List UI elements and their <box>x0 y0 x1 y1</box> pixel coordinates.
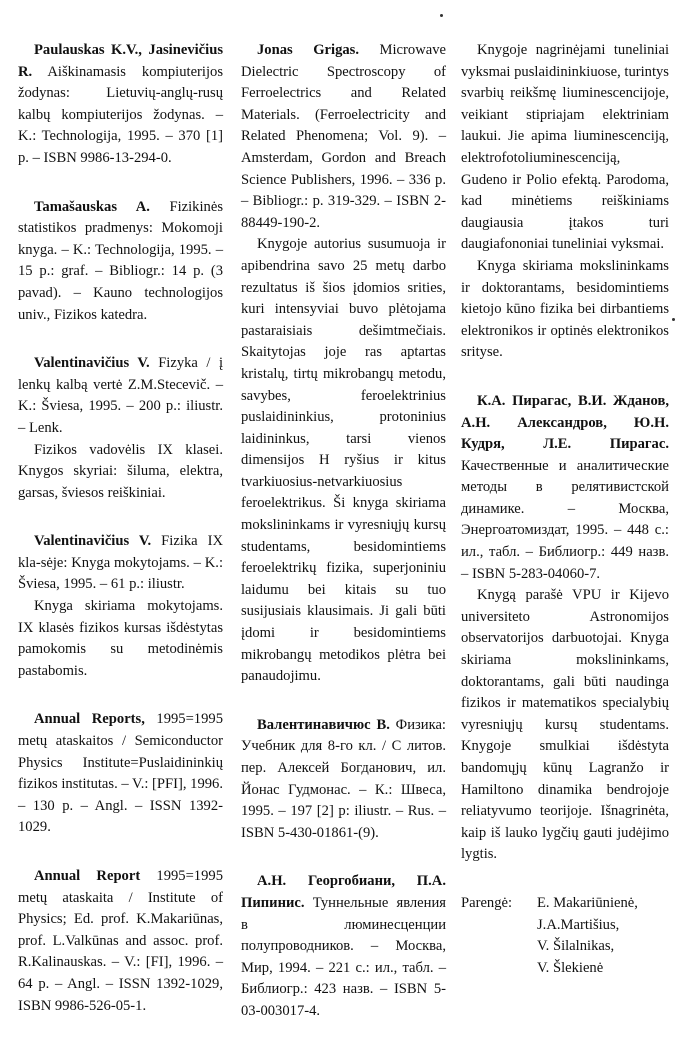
entry-text: Туннельные явления в люминесценции полупроводников. – Москва, Мир, 1994. – 221 с.: ил., табл. – Библиогр.: 423 назв. – ISBN 5-03-003017-4. <box>241 894 446 1019</box>
entry-text: Физика: Учебник для 8-го кл. / С литов. пер. Алексей Богданович, ил. Йонас Гудмонас. – К.: Швеса, 1995. – 197 [2] р: iliustr. – Rus. – ISBN 5-430-01861-(9). <box>241 716 446 841</box>
prepared-label: Parengė: <box>461 894 513 911</box>
bibliography-entry <box>18 353 223 504</box>
entry-text: Fizyka / į lenkų kalbą vertė Z.M.Stecevič. – K.: Šviesa, 1995. – 200 p.: iliustr. – Lenk. <box>18 355 223 436</box>
bibliography-entry <box>18 197 223 327</box>
entry-text: 1995=1995 metų ataskaitos / Semiconductor Physics Institute=Puslaidininkių fizikos institutas. – V.: [PFI], 1996. – 130 p. – Angl. – ISSN 1392-1029. <box>18 711 224 836</box>
entry-text: Fizikinės statistikos pradmenys: Mokomoji knyga. – K.: Technologija, 1995. – 15 p.: graf. – Bibliogr.: 14 p. (3 pavad). – Kauno technologijos univ., Fizikos katedra. <box>18 198 223 323</box>
entry-text: Fizika IX kla-sėje: Knyga mokytojams. – K.: Šviesa, 1995. – 61 p.: iliustr. <box>18 533 224 593</box>
bibliography-entry <box>241 715 446 845</box>
entry-author: Paulauskas K.V., Jasinevičius R. <box>18 42 223 80</box>
prepared-by <box>461 893 669 979</box>
entry-note: Knygoje autorius susumuoja ir apibendrina savo 25 metų darbo rezultatus iš šios įdomios srities, kuri intensyviai buvo plėtojama pastaraisiais dešimtmečiais. Skaitytojas joje ras aptartas kristalų, tirtų mikrobangų metodu, savybes, feroelektrinius puslaidininkius, protoninius laidininkus, tarsi vienos dimensijos H ryšius ir kitus tvarkiuosius-netvarkiuosius feroelektrikus. Ši knyga skiriama mokslininkams ir vyresniųjų kursų studentams, besidomintiems feroelektrikų fizika, superjoniniu laidumu bei kitais su tuo susijusiais klausimais. Ji gali būti įdomi ir besidomintiems mikrobangų metodikos plėtra bei panaudojimu. <box>241 236 446 685</box>
bibliography-entry <box>461 391 669 866</box>
continuation-note: Knyga skiriama mokslininkams ir doktorantams, besidomintiems kietojo kūno fizika bei dirbantiems elektronikos ir optinės elektronikos srityse. <box>461 257 669 361</box>
entry-author: Valentinavičius V. <box>34 355 150 372</box>
editor-name: V. Šlekienė <box>537 959 604 976</box>
entry-head <box>461 391 669 585</box>
editor-name: E. Makariūnienė, <box>537 894 638 911</box>
entry-author: Jonas Grigas. <box>257 42 360 58</box>
entry-head <box>18 866 223 1017</box>
entry-head <box>18 197 223 327</box>
entry-text: Aiškinamasis kompiuterijos žodynas: Lietuvių-anglų-rusų kalbų kompiuterijos žodynas. – K.: Technologija, 1995. – 370 [1] p. – ISBN 9986-13-294-0. <box>18 63 223 166</box>
bibliography-entry <box>18 709 223 839</box>
entry-author: Valentinavičius V. <box>34 533 152 550</box>
editor-name: V. Šilalnikas, <box>537 938 615 955</box>
entry-text: 1995=1995 metų ataskaita / Institute of Physics; Ed. prof. K.Makariūnas, prof. L.Valkūnas and assoc. prof. R.Kalinauskas. – V.: [FI], 1996. – 64 p. – Angl. – ISSN 1392-1029, ISBN 9986-526-05-1. <box>18 868 223 1014</box>
entry-note: Knyga skiriama mokytojams. IX klasės fizikos kursas išdėstytas pamokomis su metodinėmis pastabomis. <box>18 598 223 679</box>
entry-note: Fizikos vadovėlis IX klasei. Knygos skyriai: šiluma, elektra, garsas, šviesos reiškiniai. <box>18 441 223 501</box>
continuation-text: Knygoje nagrinėjami tuneliniai vyksmai puslaidininkiuose, turintys svarbių reikšmę liuminescencijoje, veikiant stipriajam elektriniam laukui. Jie apima liuminescenciją, elektrofotoliuminescenciją, Gudeno ir Polio efektą. Parodoma, kad minėtiems reiškiniams daugiausia įtakos turi daugiafononiai tuneliniai vyksmai. <box>461 42 669 253</box>
continuation-entry <box>461 40 669 364</box>
column-middle <box>241 40 446 1050</box>
entry-author: К.А. Пирагас, В.И. Жданов, А.Н. Александров, Ю.Н. Кудря, Л.Е. Пирагас. <box>461 392 669 453</box>
entry-head <box>241 871 446 1022</box>
column-left <box>18 40 223 1044</box>
entry-text: Microwave Dielectric Spectroscopy of Ferroelectrics and Related Materials. (Ferroelectricity and Related Phenomena; Vol. 9). – Amsterdam, Gordon and Breach Science Publishers, 1996. – 336 p. – Bibliogr.: p. 319-329. – ISBN 2-88449-190-2. <box>241 42 446 231</box>
entry-head <box>18 531 223 596</box>
entry-head <box>18 353 223 439</box>
entry-head <box>241 715 446 845</box>
scan-speck <box>672 318 675 321</box>
bibliography-entry <box>18 531 223 682</box>
entry-author: Annual Reports, <box>34 711 145 728</box>
entry-head <box>241 40 446 234</box>
bibliography-entry <box>18 40 223 170</box>
entry-author: А.Н. Георгобиани, П.А. Пипинис. <box>241 873 446 911</box>
entry-author: Tamašauskas A. <box>34 198 150 215</box>
entry-head <box>18 709 223 839</box>
entry-note: Knygą parašė VPU ir Kijevo universiteto Astronomijos observatorijos darbuotojai. Knyga skiriama mokslininkams, doktorantams, gali būti naudinga fizikos ir matematikos specialybių vyresniųjų kursų studentams. Knygoje smulkiai išdėstyta bandomųjų kūnų Lagranžo ir Hamiltono dinamika bendrojoje reliatyvumo teorijoje. Išnagrinėta, kaip iš lauko lygčių gauti judėjimo lygtis. <box>461 587 669 863</box>
column-right <box>461 40 669 979</box>
editor-name: J.A.Martišius, <box>537 916 620 933</box>
entry-head <box>18 40 223 170</box>
entry-author: Annual Report <box>34 868 141 884</box>
entry-author: Валентинавичюс В. <box>257 716 390 733</box>
bibliography-entry <box>18 866 223 1017</box>
bibliography-entry <box>241 40 446 688</box>
entry-text: Качественные и аналитические методы в релятивистской динамике. – Москва, Энергоатомиздат, 1995. – 448 с.: ил., табл. – Библиогр.: 449 назв. – ISBN 5-283-04060-7. <box>461 457 669 582</box>
scan-speck <box>440 14 443 17</box>
bibliography-entry <box>241 871 446 1022</box>
